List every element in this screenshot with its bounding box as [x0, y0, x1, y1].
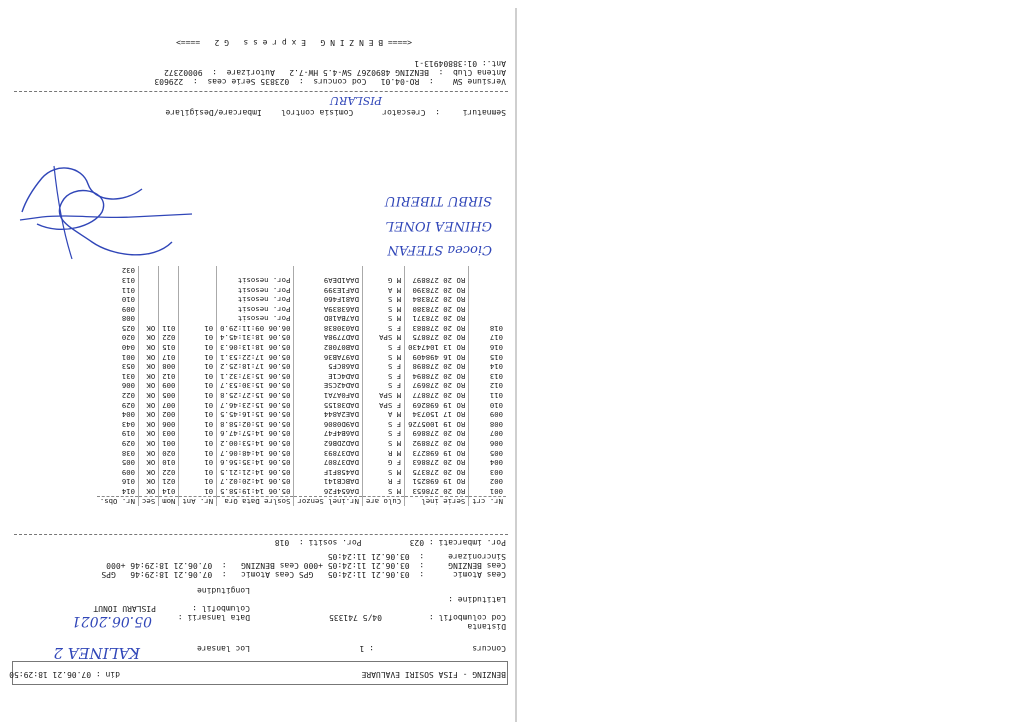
table-cell: 031: [121, 371, 135, 381]
table-cell: OK: [139, 448, 159, 458]
print-time: din : 07.06.21 18:29:50: [9, 670, 120, 679]
ceas-atomic-line: Ceas Atomic : 03.06.21 11:24:05 GPS Ceas Atomic : 07.06.21 18:29:46 GPS: [101, 570, 506, 579]
table-cell: [139, 304, 159, 314]
table-cell: OK: [139, 429, 159, 439]
crescator-signature: PISLARU: [329, 94, 382, 107]
table-cell: RO 20 278371: [405, 314, 469, 324]
table-cell: OK: [139, 381, 159, 391]
table-cell: 014: [159, 486, 179, 496]
table-cell: RO 20 278869: [405, 429, 469, 439]
table-cell: 05.06 14:21:21.5: [217, 467, 294, 477]
handwritten-name-1: Ciocea STEFAN: [387, 242, 492, 257]
table-cell: DAF1E399: [294, 285, 363, 295]
table-cell: [139, 295, 159, 305]
table-cell: 022: [121, 391, 135, 401]
table-cell: 010: [159, 458, 179, 468]
table-cell: RO 17 150734: [405, 410, 469, 420]
table-row: [97, 381, 506, 391]
table-cell: 05.06 14:57:47.6: [217, 429, 294, 439]
table-cell: RO 20 278883: [405, 323, 469, 333]
table-cell: 020: [121, 333, 135, 343]
table-cell: 020: [159, 448, 179, 458]
table-cell: [179, 285, 217, 295]
table-cell: OK: [139, 333, 159, 343]
table-cell: 011: [121, 285, 135, 295]
table-cell: [362, 266, 404, 276]
signature-2: [20, 214, 192, 220]
concurs-label: Concurs: [472, 644, 506, 653]
table-cell: [294, 266, 363, 276]
table-cell: F S: [362, 362, 404, 372]
table-cell: OK: [139, 410, 159, 420]
column-header: Nom: [159, 497, 179, 507]
table-cell: DABCB141: [294, 477, 363, 487]
table-cell: RO 20 278863: [405, 458, 469, 468]
table-cell: 05.06 17:18:25.2: [217, 362, 294, 372]
table-cell: 014: [469, 362, 506, 372]
table-cell: 05.06 14:35:56.6: [217, 458, 294, 468]
table-cell: RO 20 278697: [405, 381, 469, 391]
printout-sheet: [10, 28, 512, 688]
concurs-value: : 1: [359, 644, 374, 653]
table-row: [97, 458, 506, 468]
table-cell: DA97AB36: [294, 352, 363, 362]
table-cell: 009: [121, 467, 135, 477]
table-cell: M S: [362, 295, 404, 305]
table-cell: 01: [179, 438, 217, 448]
column-header: Culo are: [362, 497, 404, 507]
table-cell: 005: [469, 448, 506, 458]
table-cell: OK: [139, 419, 159, 429]
table-cell: DAA1DEA9: [294, 275, 363, 285]
distanta-label: Distanta: [467, 622, 506, 631]
table-cell: 05.06 18:13:06.3: [217, 343, 294, 353]
table-row: [97, 486, 506, 496]
column-header: Sec: [139, 497, 159, 507]
table-cell: OK: [139, 467, 159, 477]
table-cell: 012: [159, 371, 179, 381]
table-cell: DA458F1F: [294, 467, 363, 477]
table-cell: OK: [139, 371, 159, 381]
versiune-line: Versiune SW : RO-04.01 Cod concurs : 023835 Serie ceas : 229603: [154, 77, 506, 86]
ceas-benzing-line: Ceas BENZING : 03.06.21 11:24:05 +000 Ceas BENZING : 07.06.21 18:29:46 +000: [106, 561, 506, 570]
footer-banner: <==== B E N Z I N G E x p r e s s G 2 ====>: [175, 38, 412, 47]
antena-line: Antena Club : BENZING 4890267 SW-4.5 HW-7.2 Autorizare : 90002372: [164, 68, 506, 77]
table-cell: 019: [121, 429, 135, 439]
table-cell: 032: [121, 266, 135, 276]
table-cell: F SPA: [362, 400, 404, 410]
table-cell: M A: [362, 285, 404, 295]
table-cell: [469, 304, 506, 314]
table-cell: [179, 295, 217, 305]
table-cell: 05.06 15:37:32.1: [217, 371, 294, 381]
table-cell: RO 19 1005726: [405, 419, 469, 429]
table-cell: 004: [121, 410, 135, 420]
table-cell: 01: [179, 448, 217, 458]
table-row: [97, 438, 506, 448]
table-cell: OK: [139, 352, 159, 362]
table-cell: 01: [179, 429, 217, 439]
table-cell: 017: [159, 352, 179, 362]
table-cell: [469, 285, 506, 295]
table-row: [97, 400, 506, 410]
table-cell: RO 20 278892: [405, 438, 469, 448]
table-cell: 006: [159, 419, 179, 429]
table-cell: 013: [121, 275, 135, 285]
porumbei-counts: Por. imbarcati : 023 Por. sositi : 018: [274, 538, 506, 547]
table-cell: RO 19 698269: [405, 400, 469, 410]
table-row: [97, 362, 506, 372]
table-cell: 017: [469, 333, 506, 343]
table-cell: F S: [362, 419, 404, 429]
table-cell: F S: [362, 429, 404, 439]
table-cell: [469, 295, 506, 305]
table-cell: RO 20 278390: [405, 285, 469, 295]
footer-top-rule: [14, 91, 508, 92]
table-cell: 05.06 18:31:45.4: [217, 333, 294, 343]
table-cell: M S: [362, 438, 404, 448]
table-cell: 040: [121, 343, 135, 353]
table-cell: RO 19 698273: [405, 448, 469, 458]
handwritten-name-2: GHINEA IONEL: [385, 218, 492, 233]
table-cell: DA9D0806: [294, 419, 363, 429]
table-cell: F S: [362, 371, 404, 381]
table-cell: RO 20 278898: [405, 362, 469, 372]
table-row: [97, 390, 506, 400]
table-cell: Por. nesosit: [217, 275, 294, 285]
table-cell: [159, 295, 179, 305]
table-cell: Por. nesosit: [217, 285, 294, 295]
table-cell: OK: [139, 458, 159, 468]
table-cell: 009: [121, 304, 135, 314]
table-row: [97, 419, 506, 429]
table-cell: [469, 314, 506, 324]
table-cell: 010: [121, 295, 135, 305]
table-cell: 006: [469, 438, 506, 448]
loc-lansare-label: Loc lansare: [197, 644, 250, 653]
table-cell: OK: [139, 390, 159, 400]
table-cell: 01: [179, 362, 217, 372]
table-cell: OK: [139, 438, 159, 448]
table-cell: DA81F460: [294, 295, 363, 305]
table-cell: Por. nesosit: [217, 295, 294, 305]
table-cell: 010: [469, 400, 506, 410]
table-cell: M SPA: [362, 333, 404, 343]
table-cell: DA030838: [294, 323, 363, 333]
table-cell: RO 20 278875: [405, 333, 469, 343]
table-row: [97, 295, 506, 305]
column-header: Soslre Data Ora: [217, 497, 294, 507]
table-cell: 05.06 15:30:53.7: [217, 381, 294, 391]
table-cell: 029: [121, 439, 135, 449]
table-cell: 005: [159, 390, 179, 400]
table-cell: Por. nesosit: [217, 304, 294, 314]
table-cell: [159, 314, 179, 324]
table-cell: F G: [362, 458, 404, 468]
table-cell: OK: [139, 362, 159, 372]
table-cell: 05.06 14:53:00.2: [217, 438, 294, 448]
table-top-rule: [14, 534, 508, 535]
table-cell: DAF0A7A1: [294, 390, 363, 400]
table-cell: 008: [469, 419, 506, 429]
table-cell: DAD38155: [294, 400, 363, 410]
table-cell: DAD37807: [294, 458, 363, 468]
table-cell: 015: [469, 352, 506, 362]
table-cell: [179, 304, 217, 314]
table-cell: [179, 314, 217, 324]
results-table: [97, 266, 506, 506]
table-cell: M G: [362, 275, 404, 285]
table-row: [97, 410, 506, 420]
table-cell: M A: [362, 410, 404, 420]
table-cell: 002: [469, 477, 506, 487]
table-cell: [139, 285, 159, 295]
table-cell: 001: [469, 486, 506, 496]
table-cell: DAD4C1E: [294, 371, 363, 381]
table-cell: 018: [469, 323, 506, 333]
column-header: Nr. Obs.: [97, 497, 139, 507]
table-cell: RO 19 698251: [405, 477, 469, 487]
table-row: [97, 323, 506, 333]
data-lansarii-label: Data lansarii :: [177, 613, 250, 622]
table-cell: 022: [159, 333, 179, 343]
table-cell: DA654F26: [294, 486, 363, 496]
table-cell: 01: [179, 381, 217, 391]
table-cell: M S: [362, 352, 404, 362]
table-row: [97, 477, 506, 487]
table-row: [97, 352, 506, 362]
table-cell: F S: [362, 381, 404, 391]
table-cell: 002: [159, 410, 179, 420]
table-cell: 022: [159, 467, 179, 477]
table-cell: RO 20 278894: [405, 371, 469, 381]
table-cell: 05.06 17:22:53.1: [217, 352, 294, 362]
table-cell: [139, 314, 159, 324]
table-cell: RO 13 1047430: [405, 343, 469, 353]
table-cell: 01: [179, 371, 217, 381]
table-cell: 016: [469, 343, 506, 353]
table-cell: 008: [121, 314, 135, 324]
table-cell: DA7BA18D: [294, 314, 363, 324]
table-cell: 007: [159, 400, 179, 410]
table-cell: RO 20 278877: [405, 390, 469, 400]
data-lansarii-handwritten: 05.06.2021: [71, 613, 152, 629]
table-cell: 05.06 14:19:58.5: [217, 486, 294, 496]
table-cell: [469, 275, 506, 285]
table-cell: 007: [469, 429, 506, 439]
table-cell: 009: [159, 381, 179, 391]
sincronizare-line: Sincronizare : 03.06.21 11:24:05: [327, 552, 506, 561]
table-cell: 029: [121, 400, 135, 410]
table-cell: [179, 275, 217, 285]
table-cell: RO 20 278897: [405, 275, 469, 285]
table-cell: 005: [121, 458, 135, 468]
table-row: [97, 429, 506, 439]
table-cell: OK: [139, 486, 159, 496]
table-row: [97, 371, 506, 381]
table-cell: RO 20 278380: [405, 304, 469, 314]
table-cell: RO 20 278384: [405, 295, 469, 305]
table-header-row: [97, 497, 506, 507]
columbofil-value: PISLARU IONUT: [93, 604, 156, 613]
table-cell: 006: [121, 381, 135, 391]
table-cell: 01: [179, 410, 217, 420]
table-cell: 014: [121, 487, 135, 496]
table-cell: 008: [159, 362, 179, 372]
table-cell: 011: [469, 390, 506, 400]
ant-line: Ant.: 01:38804913-1: [414, 59, 506, 68]
table-cell: 05.06 14:20:02.7: [217, 477, 294, 487]
table-cell: [405, 266, 469, 276]
table-cell: 025: [121, 323, 135, 333]
table-cell: 01: [179, 467, 217, 477]
table-cell: 05.06 15:02:58.8: [217, 419, 294, 429]
table-cell: RO 16 498409: [405, 352, 469, 362]
table-cell: 001: [159, 438, 179, 448]
table-cell: DAD2DB62: [294, 438, 363, 448]
table-cell: RO 20 278653: [405, 486, 469, 496]
table-cell: 003: [469, 467, 506, 477]
column-header: Nr. Ant: [179, 497, 217, 507]
table-cell: 004: [469, 458, 506, 468]
table-cell: DA63839A: [294, 304, 363, 314]
table-cell: RO 20 278375: [405, 467, 469, 477]
table-cell: 01: [179, 352, 217, 362]
table-cell: 01: [179, 323, 217, 333]
table-cell: 01: [179, 486, 217, 496]
table-cell: 001: [121, 352, 135, 362]
table-row: [97, 343, 506, 353]
table-cell: M R: [362, 448, 404, 458]
table-cell: 038: [121, 448, 135, 458]
table-cell: 013: [469, 371, 506, 381]
table-cell: 01: [179, 390, 217, 400]
cod-columbofil-value: 04/5 741335: [329, 613, 382, 622]
signature-1: [37, 191, 172, 255]
handwritten-name-3: SIRBU TIBERIU: [384, 193, 492, 208]
table-cell: 01: [179, 333, 217, 343]
table-cell: OK: [139, 400, 159, 410]
table-cell: [217, 266, 294, 276]
cod-columbofil-label: Cod columbofil :: [428, 613, 506, 622]
report-title: BENZING - FISA SOSIRI EVALUARE: [361, 670, 506, 679]
latitudine-label: Latitudine :: [448, 595, 506, 604]
column-header: Nr. crt: [469, 497, 506, 507]
table-cell: DA6B4F47: [294, 429, 363, 439]
table-row: [97, 285, 506, 295]
table-cell: M S: [362, 314, 404, 324]
table-cell: 01: [179, 419, 217, 429]
table-cell: 05.06 15:23:46.7: [217, 400, 294, 410]
table-cell: 053: [121, 362, 135, 372]
table-cell: 01: [179, 343, 217, 353]
table-cell: DAB07082: [294, 343, 363, 353]
table-cell: DA68CF5: [294, 362, 363, 372]
table-cell: F R: [362, 477, 404, 487]
semnaturi-line: : Crescator Comisia control Imbarcare/Desigilare: [165, 108, 440, 117]
signature-4: [54, 166, 72, 259]
table-cell: M S: [362, 486, 404, 496]
table-cell: M SPA: [362, 390, 404, 400]
table-cell: 021: [159, 477, 179, 487]
table-cell: DAD37893: [294, 448, 363, 458]
table-row: [97, 333, 506, 343]
table-cell: F S: [362, 343, 404, 353]
table-cell: 012: [469, 381, 506, 391]
table-cell: OK: [139, 477, 159, 487]
table-cell: 011: [159, 323, 179, 333]
table-cell: [139, 275, 159, 285]
table-row: [97, 467, 506, 477]
table-cell: DAD7798A: [294, 333, 363, 343]
table-cell: OK: [139, 343, 159, 353]
table-cell: 01: [179, 477, 217, 487]
table-cell: 05.06 14:48:06.7: [217, 448, 294, 458]
columbofil-label: Columbofil :: [192, 604, 250, 613]
table-cell: OK: [139, 323, 159, 333]
table-cell: 05.06 15:16:45.5: [217, 410, 294, 420]
table-cell: 043: [121, 419, 135, 429]
longitudine-label: Longitudine: [197, 586, 250, 595]
table-cell: Por. nesosit: [217, 314, 294, 324]
table-cell: 016: [121, 477, 135, 487]
table-cell: [159, 304, 179, 314]
column-header: Serie inel: [405, 497, 469, 507]
table-row: [97, 275, 506, 285]
table-cell: 009: [469, 410, 506, 420]
table-cell: M S: [362, 467, 404, 477]
table-cell: [469, 266, 506, 276]
scan-edge-line: [515, 8, 517, 722]
column-header: Nr.inel Senzor: [294, 497, 363, 507]
table-cell: F S: [362, 323, 404, 333]
semnaturi-label: Semnaturi: [462, 108, 506, 117]
table-cell: DAD42CSE: [294, 381, 363, 391]
table-cell: DAE2A844: [294, 410, 363, 420]
table-cell: 01: [179, 400, 217, 410]
table-cell: [159, 275, 179, 285]
table-cell: 015: [159, 343, 179, 353]
table-cell: 01: [179, 458, 217, 468]
table-cell: M S: [362, 304, 404, 314]
table-cell: 003: [159, 429, 179, 439]
table-cell: 06.06 09:11:29.0: [217, 323, 294, 333]
table-row: [97, 314, 506, 324]
table-row: [97, 304, 506, 314]
table-cell: 05.06 15:27:25.8: [217, 390, 294, 400]
signature-scribbles: [12, 148, 212, 274]
loc-lansare-handwritten: KALINEA 2: [53, 644, 140, 662]
table-cell: [159, 285, 179, 295]
table-row: [97, 448, 506, 458]
